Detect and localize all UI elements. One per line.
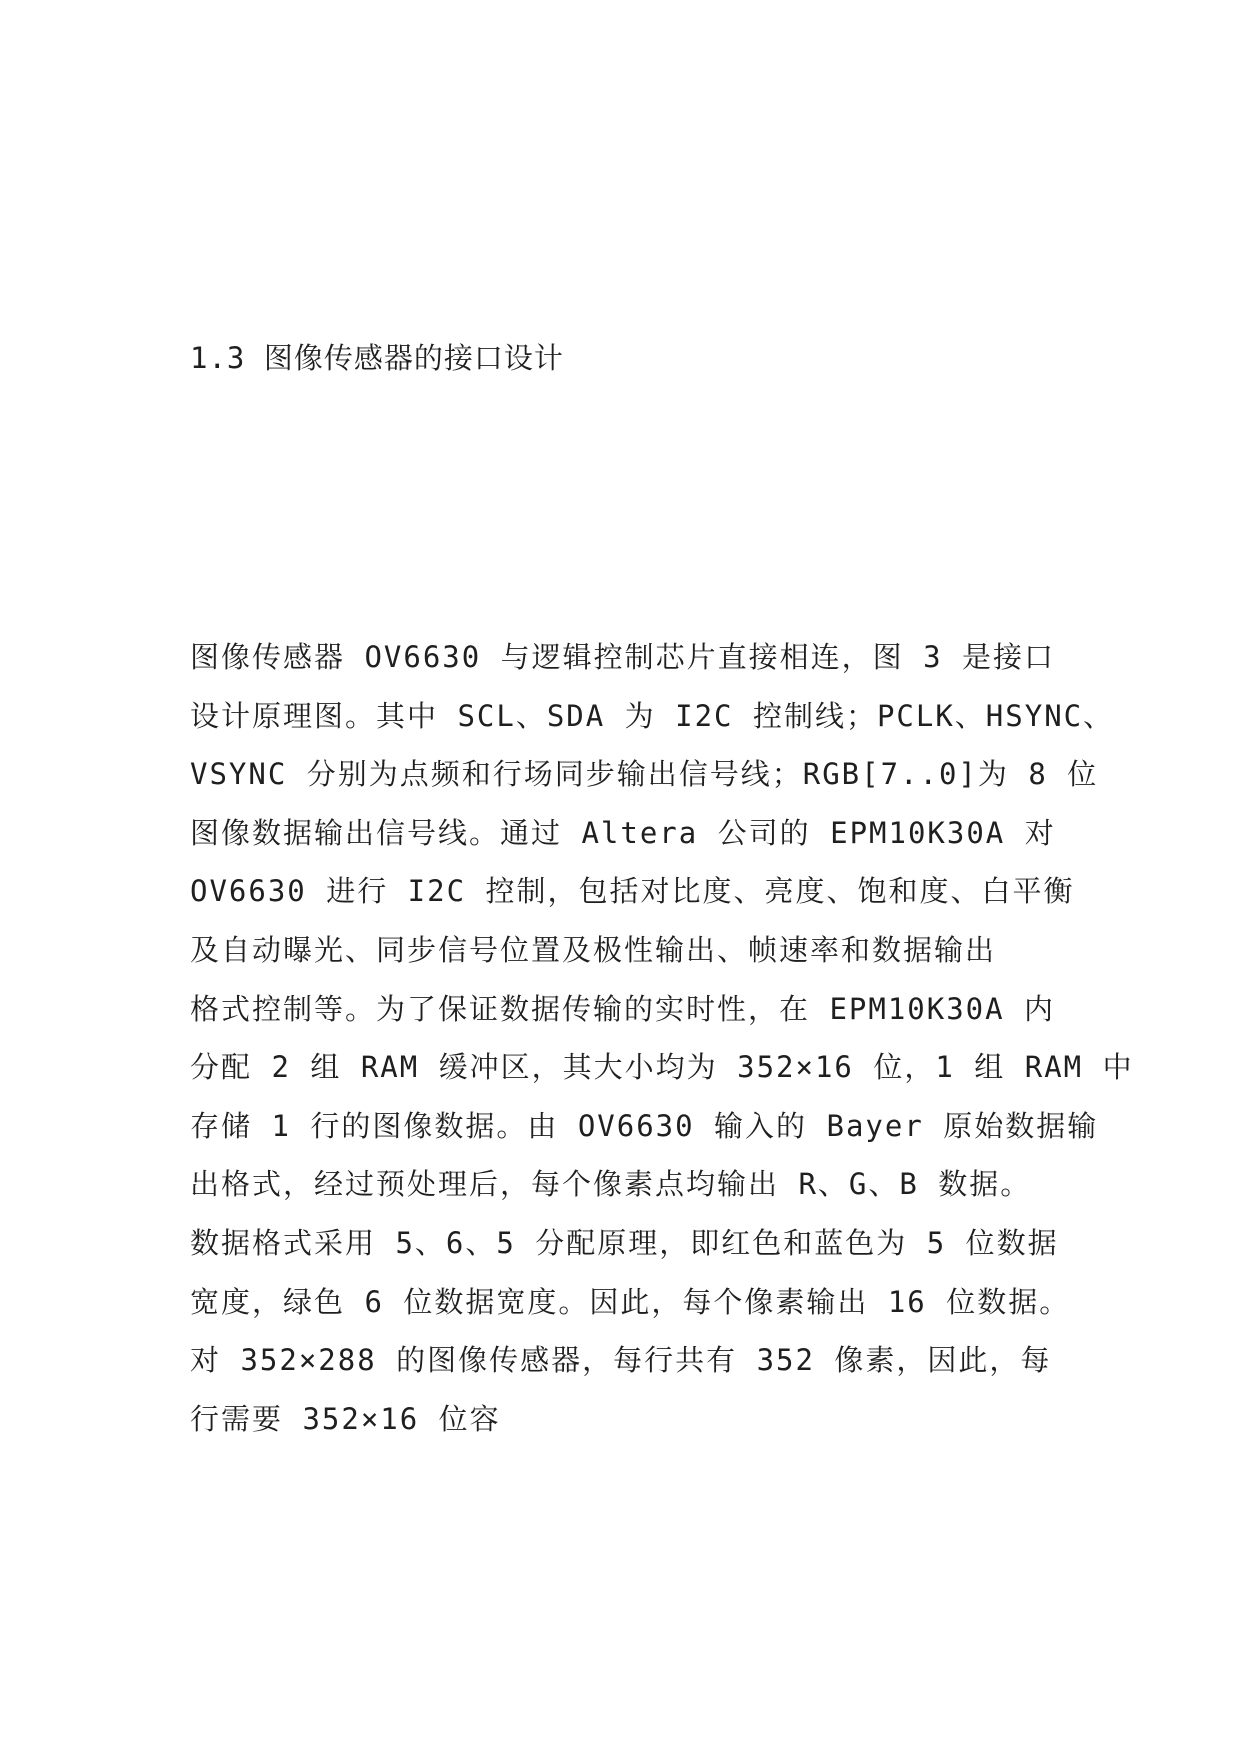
- paragraph-line: 存储 1 行的图像数据。由 OV6630 输入的 Bayer 原始数据输: [190, 1108, 1099, 1143]
- paragraph-line: 宽度，绿色 6 位数据宽度。因此，每个像素输出 16 位数据。: [190, 1284, 1071, 1319]
- paragraph-line: 分配 2 组 RAM 缓冲区，其大小均为 352×16 位，1 组 RAM 中: [190, 1050, 1134, 1085]
- paragraph-line: OV6630 进行 I2C 控制，包括对比度、亮度、饱和度、白平衡: [190, 874, 1075, 909]
- paragraph-line: 图像传感器 OV6630 与逻辑控制芯片直接相连，图 3 是接口: [190, 640, 1056, 674]
- paragraph-line: 出格式，经过预处理后，每个像素点均输出 R、G、B 数据。: [190, 1167, 1032, 1202]
- paragraph-line: 设计原理图。其中 SCL、SDA 为 I2C 控制线；PCLK、HSYNC、: [190, 698, 1115, 733]
- paragraph-line: VSYNC 分别为点频和行场同步输出信号线；RGB[7..0]为 8 位: [190, 757, 1099, 792]
- paragraph-line: 及自动曝光、同步信号位置及极性输出、帧速率和数据输出: [190, 932, 997, 967]
- paragraph-line: 图像数据输出信号线。通过 Altera 公司的 EPM10K30A 对: [190, 815, 1056, 850]
- section-heading: 1.3 图像传感器的接口设计: [190, 341, 564, 375]
- paragraph-line: 行需要 352×16 位容: [190, 1401, 501, 1436]
- body-paragraph: [190, 628, 1134, 1448]
- paragraph-line: 对 352×288 的图像传感器，每行共有 352 像素，因此，每: [190, 1343, 1052, 1378]
- paragraph-line: 格式控制等。为了保证数据传输的实时性，在 EPM10K30A 内: [190, 991, 1056, 1026]
- paragraph-line: 数据格式采用 5、6、5 分配原理，即红色和蓝色为 5 位数据: [190, 1225, 1059, 1260]
